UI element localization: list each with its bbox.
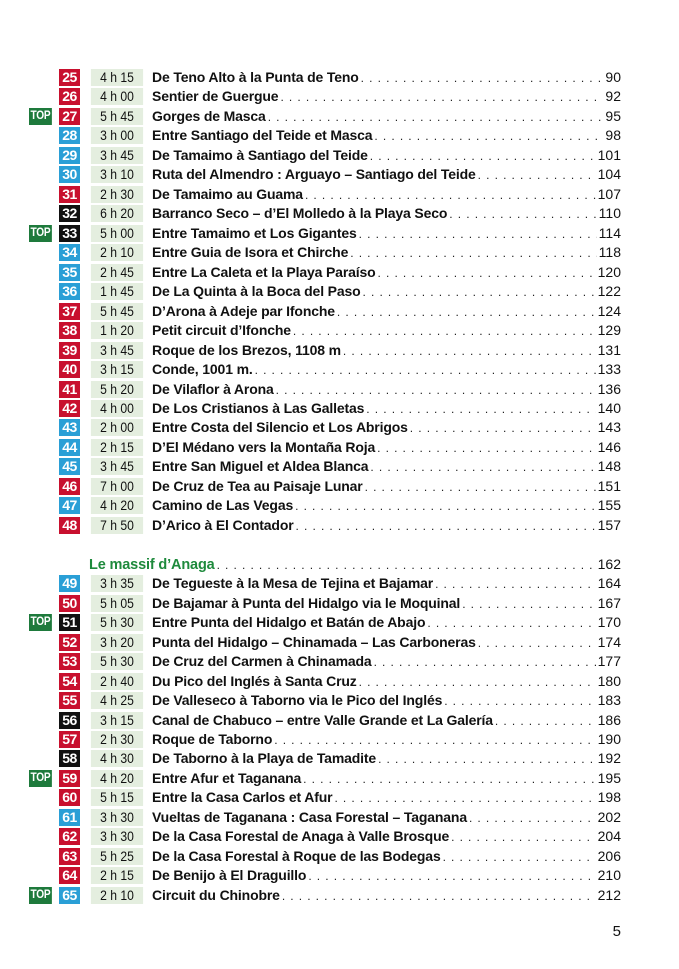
duration-cell: 3 h 45 xyxy=(91,342,143,359)
route-page-number: 140 xyxy=(597,399,621,416)
route-number-badge: 25 xyxy=(59,69,80,86)
route-page-number: 131 xyxy=(597,341,621,358)
route-number-badge: 39 xyxy=(59,342,80,359)
route-title: Canal de Chabuco – entre Valle Grande et La Galería xyxy=(152,711,493,728)
route-page-number: 92 xyxy=(605,88,621,105)
route-title: Vueltas de Taganana : Casa Forestal – Taganana xyxy=(152,808,467,825)
route-page-number: 104 xyxy=(597,166,621,183)
toc-entry-62[interactable] xyxy=(0,827,679,846)
duration-cell: 4 h 25 xyxy=(91,692,143,709)
route-title: De Teno Alto à la Punta de Teno xyxy=(152,69,359,85)
toc-entry-47[interactable] xyxy=(0,496,679,515)
route-page-number: 143 xyxy=(597,419,621,436)
route-number-badge: 32 xyxy=(59,205,80,222)
route-title: Entre Guia de Isora et Chirche xyxy=(152,244,349,261)
duration-cell: 3 h 15 xyxy=(91,361,143,378)
toc-entry-44[interactable] xyxy=(0,438,679,457)
route-title: Roque de Taborno xyxy=(152,730,273,747)
route-number-badge: 29 xyxy=(59,147,80,164)
route-title: Circuit du Chinobre xyxy=(152,886,280,903)
duration-cell: 4 h 00 xyxy=(91,400,143,417)
route-title: De Taborno à la Playa de Tamadite xyxy=(152,750,377,767)
duration-cell: 5 h 20 xyxy=(91,381,143,398)
route-title: Entre la Casa Carlos et Afur xyxy=(152,789,333,806)
leader-dots xyxy=(293,322,596,341)
route-page-number: 98 xyxy=(605,127,621,144)
duration-cell: 2 h 30 xyxy=(91,731,143,748)
toc-entry-43[interactable] xyxy=(0,418,679,437)
toc-entry-26[interactable] xyxy=(0,87,679,106)
leader-dots xyxy=(295,497,596,516)
route-number-badge: 38 xyxy=(59,322,80,339)
route-page-number: 206 xyxy=(597,847,621,864)
duration-cell: 7 h 50 xyxy=(91,517,143,534)
duration-cell: 1 h 20 xyxy=(91,322,143,339)
leader-dots xyxy=(359,225,597,244)
duration-cell: 1 h 45 xyxy=(91,283,143,300)
leader-dots xyxy=(370,458,595,477)
route-title: De Cruz del Carmen à Chinamada xyxy=(152,653,372,670)
top-badge: TOP xyxy=(29,770,52,787)
leader-dots xyxy=(337,303,596,322)
toc-entry-60[interactable] xyxy=(0,788,679,807)
route-page-number: 186 xyxy=(597,711,621,728)
route-title: Camino de Las Vegas xyxy=(152,497,294,514)
leader-dots xyxy=(374,127,603,146)
leader-dots xyxy=(370,147,596,166)
route-title: Entre Punta del Hidalgo et Batán de Abajo xyxy=(152,614,426,631)
leader-dots xyxy=(378,750,596,769)
duration-cell: 3 h 15 xyxy=(91,712,143,729)
route-list-anaga xyxy=(0,574,679,905)
toc-entry-37[interactable] xyxy=(0,302,679,321)
route-page-number: 198 xyxy=(597,789,621,806)
toc-entry-29[interactable] xyxy=(0,146,679,165)
duration-cell: 5 h 30 xyxy=(91,653,143,670)
duration-cell: 6 h 20 xyxy=(91,205,143,222)
route-number-badge: 61 xyxy=(59,809,80,826)
route-number-badge: 35 xyxy=(59,264,80,281)
route-page-number: 101 xyxy=(597,146,621,163)
route-page-number: 210 xyxy=(597,867,621,884)
route-number-badge: 51 xyxy=(59,614,80,631)
leader-dots xyxy=(255,361,596,380)
leader-dots xyxy=(444,692,595,711)
duration-cell: 7 h 00 xyxy=(91,478,143,495)
section-page-number: 162 xyxy=(597,555,621,572)
route-number-badge: 27 xyxy=(59,108,80,125)
leader-dots xyxy=(435,575,596,594)
route-number-badge: 59 xyxy=(59,770,80,787)
toc-entry-42[interactable] xyxy=(0,399,679,418)
route-page-number: 107 xyxy=(597,185,621,202)
toc-entry-34[interactable] xyxy=(0,243,679,262)
toc-entry-40[interactable] xyxy=(0,360,679,379)
route-number-badge: 41 xyxy=(59,381,80,398)
leader-dots xyxy=(443,848,596,867)
route-number-badge: 33 xyxy=(59,225,80,242)
route-number-badge: 44 xyxy=(59,439,80,456)
route-title: De Los Cristianos à Las Galletas xyxy=(152,399,365,416)
toc-entry-46[interactable] xyxy=(0,477,679,496)
route-page-number: 118 xyxy=(598,244,621,261)
route-page-number: 177 xyxy=(597,653,621,670)
leader-dots xyxy=(469,809,596,828)
route-number-badge: 56 xyxy=(59,712,80,729)
leader-dots xyxy=(374,653,596,672)
route-title: Conde, 1001 m. xyxy=(152,361,253,378)
route-number-badge: 34 xyxy=(59,244,80,261)
duration-cell: 3 h 35 xyxy=(91,575,143,592)
route-title: Petit circuit d’Ifonche xyxy=(152,322,291,339)
duration-cell: 4 h 30 xyxy=(91,750,143,767)
toc-entry-57[interactable] xyxy=(0,730,679,749)
route-page-number: 204 xyxy=(597,828,621,845)
toc-entry-32[interactable] xyxy=(0,204,679,223)
duration-cell: 5 h 25 xyxy=(91,848,143,865)
route-title: D’El Médano vers la Montaña Roja xyxy=(152,438,376,455)
duration-cell: 2 h 45 xyxy=(91,264,143,281)
leader-dots xyxy=(308,867,595,886)
toc-entry-63[interactable] xyxy=(0,847,679,866)
toc-entry-35[interactable] xyxy=(0,263,679,282)
route-title: De Cruz de Tea au Paisaje Lunar xyxy=(152,477,363,494)
route-number-badge: 42 xyxy=(59,400,80,417)
toc-entry-65[interactable] xyxy=(0,886,679,905)
route-page-number: 133 xyxy=(597,361,621,378)
route-number-badge: 52 xyxy=(59,634,80,651)
route-title: De la Casa Forestal à Roque de las Bodegas xyxy=(152,847,441,864)
leader-dots xyxy=(305,186,596,205)
leader-dots xyxy=(366,400,595,419)
route-page-number: 148 xyxy=(597,458,621,475)
duration-cell: 3 h 00 xyxy=(91,127,143,144)
duration-cell: 5 h 30 xyxy=(91,614,143,631)
toc-entry-53[interactable] xyxy=(0,652,679,671)
section-title: Le massif d’Anaga xyxy=(89,556,215,573)
toc-entry-33[interactable] xyxy=(0,224,679,243)
route-page-number: 212 xyxy=(597,886,621,903)
route-number-badge: 62 xyxy=(59,828,80,845)
route-page-number: 151 xyxy=(597,477,621,494)
route-number-badge: 46 xyxy=(59,478,80,495)
leader-dots xyxy=(274,731,595,750)
route-number-badge: 53 xyxy=(59,653,80,670)
top-badge: TOP xyxy=(29,225,52,242)
toc-entry-31[interactable] xyxy=(0,185,679,204)
route-page-number: 110 xyxy=(598,205,621,222)
route-number-badge: 30 xyxy=(59,166,80,183)
duration-cell: 2 h 00 xyxy=(91,419,143,436)
duration-cell: 3 h 30 xyxy=(91,828,143,845)
route-number-badge: 47 xyxy=(59,497,80,514)
section-heading-anaga[interactable] xyxy=(0,555,679,574)
duration-cell: 4 h 15 xyxy=(91,69,143,86)
route-title: De Tamaimo à Santiago del Teide xyxy=(152,146,368,163)
route-page-number: 146 xyxy=(597,438,621,455)
route-number-badge: 28 xyxy=(59,127,80,144)
top-badge: TOP xyxy=(29,108,52,125)
leader-dots xyxy=(280,88,603,107)
leader-dots xyxy=(378,264,596,283)
route-number-badge: 31 xyxy=(59,186,80,203)
route-title: De Valleseco à Taborno via le Pico del Inglés xyxy=(152,692,443,709)
duration-cell: 4 h 20 xyxy=(91,770,143,787)
route-number-badge: 26 xyxy=(59,88,80,105)
route-number-badge: 49 xyxy=(59,575,80,592)
leader-dots xyxy=(363,283,596,302)
duration-cell: 2 h 10 xyxy=(91,887,143,904)
route-number-badge: 36 xyxy=(59,283,80,300)
toc-entry-28[interactable] xyxy=(0,126,679,145)
route-title: Barranco Seco – d’El Molledo à la Playa Seco xyxy=(152,205,448,222)
toc-entry-55[interactable] xyxy=(0,691,679,710)
duration-cell: 3 h 20 xyxy=(91,634,143,651)
route-number-badge: 57 xyxy=(59,731,80,748)
route-title: Punta del Hidalgo – Chinamada – Las Carboneras xyxy=(152,633,476,650)
duration-cell: 2 h 30 xyxy=(91,186,143,203)
toc-entry-50[interactable] xyxy=(0,594,679,613)
leader-dots xyxy=(478,634,596,653)
duration-cell: 5 h 00 xyxy=(91,225,143,242)
toc-entry-64[interactable] xyxy=(0,866,679,885)
duration-cell: 2 h 10 xyxy=(91,244,143,261)
leader-dots xyxy=(410,419,596,438)
top-badge: TOP xyxy=(29,614,52,631)
leader-dots xyxy=(427,614,595,633)
leader-dots xyxy=(365,478,596,497)
toc-entry-58[interactable] xyxy=(0,749,679,768)
duration-cell: 4 h 00 xyxy=(91,88,143,105)
route-title: D’Arona à Adeje par Ifonche xyxy=(152,302,335,319)
duration-cell: 2 h 15 xyxy=(91,867,143,884)
toc-entry-38[interactable] xyxy=(0,321,679,340)
route-list-west xyxy=(0,68,679,535)
leader-dots xyxy=(377,439,596,458)
leader-dots xyxy=(350,244,596,263)
toc-entry-59[interactable] xyxy=(0,769,679,788)
duration-cell: 5 h 15 xyxy=(91,789,143,806)
toc-entry-45[interactable] xyxy=(0,457,679,476)
route-number-badge: 58 xyxy=(59,750,80,767)
leader-dots xyxy=(303,770,595,789)
route-title: De Tamaimo au Guama xyxy=(152,185,303,202)
toc-entry-39[interactable] xyxy=(0,341,679,360)
toc-entry-54[interactable] xyxy=(0,672,679,691)
leader-dots xyxy=(276,381,596,400)
duration-cell: 2 h 40 xyxy=(91,673,143,690)
route-page-number: 90 xyxy=(605,69,621,85)
toc-entry-61[interactable] xyxy=(0,808,679,827)
route-page-number: 164 xyxy=(597,575,621,592)
route-title: Roque de los Brezos, 1108 m xyxy=(152,341,341,358)
route-page-number: 167 xyxy=(597,594,621,611)
route-title: De La Quinta à la Boca del Paso xyxy=(152,283,361,300)
leader-dots xyxy=(334,789,595,808)
route-number-badge: 65 xyxy=(59,887,80,904)
toc-entry-41[interactable] xyxy=(0,380,679,399)
route-title: De Bajamar à Punta del Hidalgo via le Moquinal xyxy=(152,594,461,611)
top-badge: TOP xyxy=(29,887,52,904)
route-title: Sentier de Guergue xyxy=(152,88,279,105)
leader-dots xyxy=(296,517,596,536)
route-page-number: 155 xyxy=(597,497,621,514)
duration-cell: 3 h 30 xyxy=(91,809,143,826)
toc-entry-56[interactable] xyxy=(0,711,679,730)
toc-entry-27[interactable] xyxy=(0,107,679,126)
leader-dots xyxy=(478,166,596,185)
table-of-contents xyxy=(0,68,679,905)
route-page-number: 124 xyxy=(597,302,621,319)
route-number-badge: 40 xyxy=(59,361,80,378)
route-title: Entre San Miguel et Aldea Blanca xyxy=(152,458,369,475)
route-title: De Tegueste à la Mesa de Tejina et Bajamar xyxy=(152,575,434,592)
duration-cell: 3 h 45 xyxy=(91,147,143,164)
route-page-number: 190 xyxy=(597,730,621,747)
route-title: De Benijo à El Draguillo xyxy=(152,867,307,884)
page-number: 5 xyxy=(612,923,621,940)
route-number-badge: 37 xyxy=(59,303,80,320)
route-page-number: 95 xyxy=(605,107,621,124)
toc-entry-30[interactable] xyxy=(0,165,679,184)
route-number-badge: 60 xyxy=(59,789,80,806)
route-title: Entre Costa del Silencio et Los Abrigos xyxy=(152,419,408,436)
route-title: Entre Afur et Taganana xyxy=(152,769,302,786)
route-page-number: 129 xyxy=(597,322,621,339)
route-page-number: 170 xyxy=(597,614,621,631)
route-title: De Vilaflor à Arona xyxy=(152,380,274,397)
route-number-badge: 55 xyxy=(59,692,80,709)
route-page-number: 114 xyxy=(598,224,621,241)
route-page-number: 174 xyxy=(597,633,621,650)
route-title: Entre Tamaimo et Los Gigantes xyxy=(152,224,357,241)
route-page-number: 157 xyxy=(597,516,621,533)
duration-cell: 4 h 20 xyxy=(91,497,143,514)
duration-cell: 3 h 10 xyxy=(91,166,143,183)
route-page-number: 120 xyxy=(597,263,621,280)
toc-entry-52[interactable] xyxy=(0,633,679,652)
route-number-badge: 48 xyxy=(59,517,80,534)
route-page-number: 180 xyxy=(597,672,621,689)
route-number-badge: 50 xyxy=(59,595,80,612)
route-page-number: 195 xyxy=(597,769,621,786)
route-title: De la Casa Forestal de Anaga à Valle Brosque xyxy=(152,828,450,845)
route-page-number: 183 xyxy=(597,692,621,709)
toc-entry-51[interactable] xyxy=(0,613,679,632)
leader-dots xyxy=(217,556,596,575)
duration-cell: 2 h 15 xyxy=(91,439,143,456)
route-number-badge: 45 xyxy=(59,458,80,475)
toc-entry-36[interactable] xyxy=(0,282,679,301)
duration-cell: 3 h 45 xyxy=(91,458,143,475)
route-title: Entre Santiago del Teide et Masca xyxy=(152,127,373,144)
route-page-number: 202 xyxy=(597,808,621,825)
toc-entry-25[interactable] xyxy=(0,68,679,87)
toc-entry-48[interactable] xyxy=(0,516,679,535)
duration-cell: 5 h 45 xyxy=(91,303,143,320)
leader-dots xyxy=(449,205,596,224)
route-title: Gorges de Masca xyxy=(152,107,266,124)
route-page-number: 122 xyxy=(597,283,621,300)
route-page-number: 192 xyxy=(597,750,621,767)
leader-dots xyxy=(495,712,596,731)
route-title: Du Pico del Inglés à Santa Cruz xyxy=(152,672,357,689)
leader-dots xyxy=(462,595,595,614)
route-title: Ruta del Almendro : Arguayo – Santiago del Teide xyxy=(152,166,476,183)
leader-dots xyxy=(451,828,596,847)
leader-dots xyxy=(282,887,596,906)
leader-dots xyxy=(359,673,596,692)
leader-dots xyxy=(268,108,604,127)
toc-entry-49[interactable] xyxy=(0,574,679,593)
leader-dots xyxy=(361,69,604,88)
duration-cell: 5 h 45 xyxy=(91,108,143,125)
route-number-badge: 64 xyxy=(59,867,80,884)
leader-dots xyxy=(343,342,596,361)
duration-cell: 5 h 05 xyxy=(91,595,143,612)
route-number-badge: 54 xyxy=(59,673,80,690)
route-number-badge: 63 xyxy=(59,848,80,865)
route-title: Entre La Caleta et la Playa Paraíso xyxy=(152,263,376,280)
route-number-badge: 43 xyxy=(59,419,80,436)
route-title: D’Arico à El Contador xyxy=(152,516,294,533)
route-page-number: 136 xyxy=(597,380,621,397)
